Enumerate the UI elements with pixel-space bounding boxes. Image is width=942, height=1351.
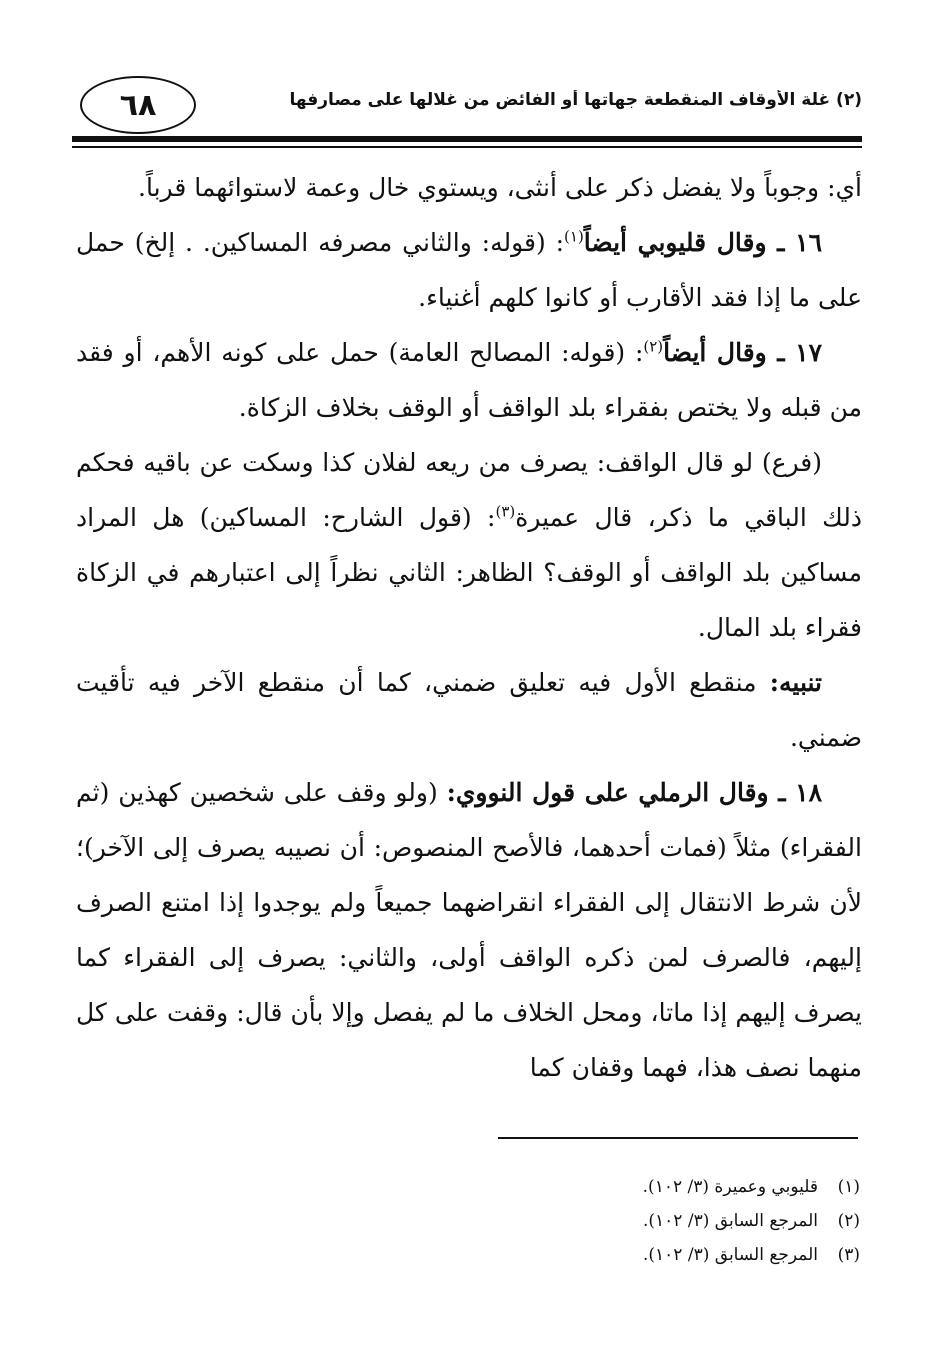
paragraph-6: ١٨ ـ وقال الرملي على قول النووي: (ولو وقف على شخصين كهذين (ثم الفقراء) مثلاً (فمات أحدهما، فالأصح المنصوص: أن نصيبه يصرف إلى الآخر)؛ لأن شرط الانتقال إلى الفقراء انقراضهما جميعاً ولم يوجدوا إذا امتنع الصرف إليهم، فالصرف لمن ذكره الواقف أولى، والثاني: يصرف إلى الفقراء كما يصرف إليهم إذا ماتا، ومحل الخلاف ما لم يفصل وإلا بأن قال: وقفت على كل منهما نصف هذا، فهما وقفان كما	[76, 778, 862, 1082]
paragraph-5: تنبيه: منقطع الأول فيه تعليق ضمني، كما أن منقطع الآخر فيه تأقيت ضمني.	[76, 668, 862, 752]
paragraph-4: (فرع) لو قال الواقف: يصرف من ريعه لفلان كذا وسكت عن باقيه فحكم ذلك الباقي ما ذكر، قال عميرة$^{(٣)}$: (قول الشارح: المساكين) هل المراد مساكين بلد الواقف أو الوقف؟ الظاهر: الثاني نظراً إلى اعتبارهم في الزكاة فقراء بلد المال.	[76, 448, 862, 642]
footnote-2	[480, 1204, 860, 1238]
footnote-ref-2[interactable]: (٢)	[643, 337, 664, 356]
header-rule-thick	[72, 136, 862, 142]
header-rule-thin	[72, 146, 862, 148]
paragraph-2: ١٦ ـ وقال قليوبي أيضاً$^{(١)}$: (قوله: والثاني مصرفه المساكين. . إلخ) حمل على ما إذا فقد الأقارب أو كانوا كلهم أغنياء.	[76, 227, 862, 312]
footnote-1	[480, 1170, 860, 1204]
footnote-text: المرجع السابق (٣/ ١٠٢).	[643, 1245, 818, 1265]
footnote-separator	[498, 1137, 858, 1139]
paragraph-2-lead: ١٦ ـ وقال قليوبي أيضاً	[583, 228, 822, 257]
footnotes	[480, 1170, 860, 1272]
paragraph-3-lead: ١٧ ـ وقال أيضاً	[663, 338, 822, 367]
running-title: (٢) غلة الأوقاف المنقطعة جهاتها أو الفائض من غلالها على مصارفها	[289, 90, 862, 110]
footnote-3	[480, 1238, 860, 1272]
footnote-number: (٣)	[837, 1245, 860, 1265]
body-text	[76, 160, 862, 1095]
page-header	[72, 74, 862, 154]
footnote-text: قليوبي وعميرة (٣/ ١٠٢).	[642, 1177, 818, 1197]
paragraph-6-lead: ١٨ ـ وقال الرملي على قول النووي:	[446, 778, 822, 807]
footnote-text: المرجع السابق (٣/ ١٠٢).	[643, 1211, 818, 1231]
page-number: ٦٨	[80, 76, 196, 134]
footnote-number: (١)	[837, 1177, 860, 1197]
paragraph-3: ١٧ ـ وقال أيضاً$^{(٢)}$: (قوله: المصالح العامة) حمل على كونه الأهم، أو فقد من قبله ولا يختص بفقراء بلد الواقف أو الوقف بخلاف الزكاة.	[76, 337, 862, 422]
paragraph-5-lead: تنبيه:	[769, 668, 822, 697]
paragraph-1: أي: وجوباً ولا يفضل ذكر على أنثى، ويستوي خال وعمة لاستوائهما قرباً.	[138, 173, 862, 202]
footnote-number: (٢)	[837, 1211, 860, 1231]
footnote-ref-3[interactable]: (٣)	[495, 502, 516, 521]
footnote-ref-1[interactable]: (١)	[564, 227, 584, 246]
